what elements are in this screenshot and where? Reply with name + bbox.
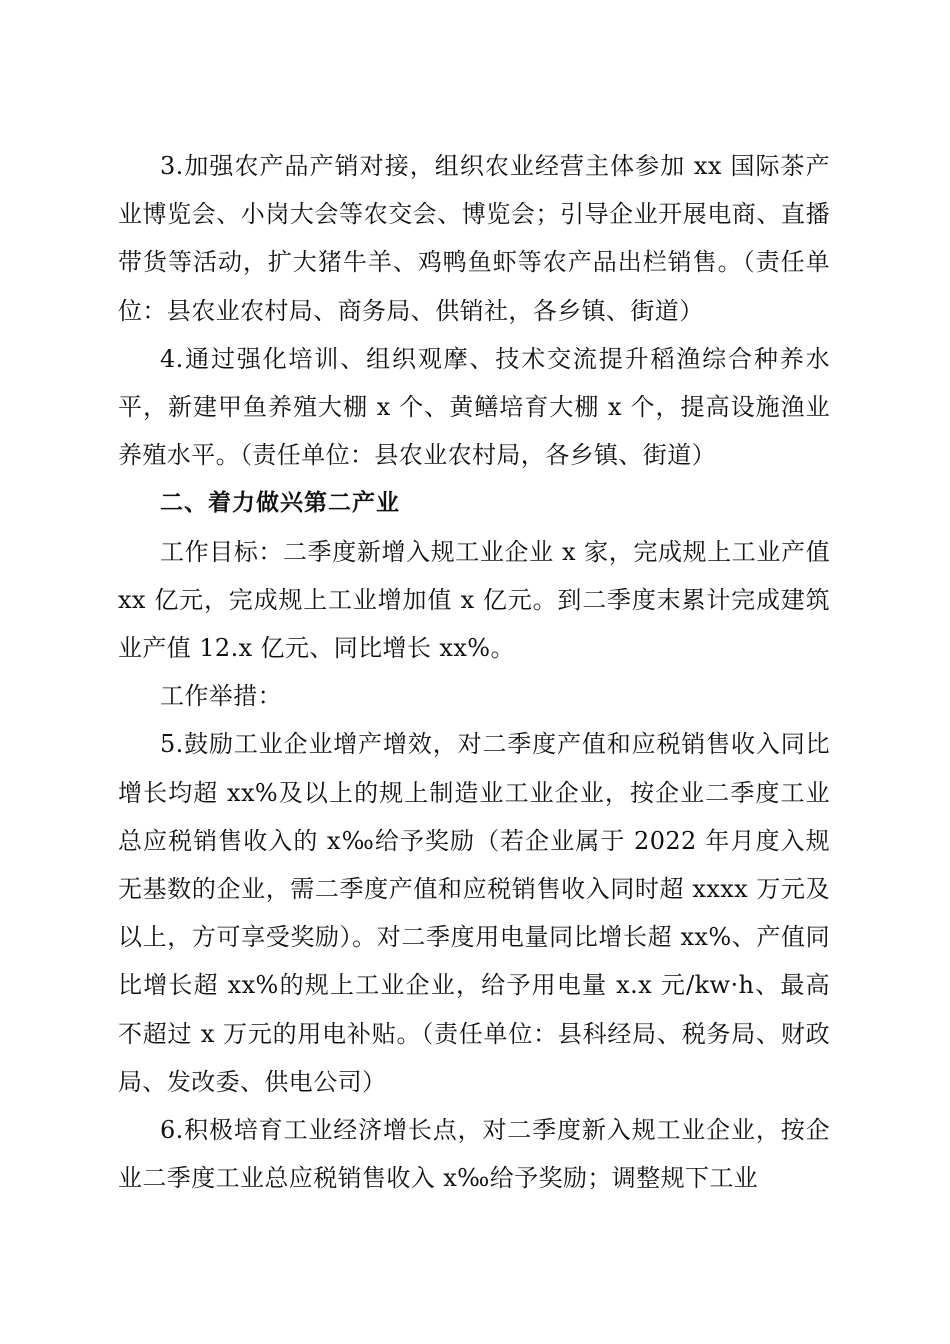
paragraph-measure-4: 4.通过强化培训、组织观摩、技术交流提升稻渔综合种养水平，新建甲鱼养殖大棚 x 个、黄鳝培育大棚 x 个，提高设施渔业养殖水平。（责任单位：县农业农村局，各乡镇、街道） — [118, 344, 830, 470]
paragraph-measure-5: 5.鼓励工业企业增产增效，对二季度产值和应税销售收入同比增长均超 xx%及以上的规上制造业工业企业，按企业二季度工业总应税销售收入的 x‰给予奖励（若企业属于 2022 年月度入规无基数的企业，需二季度产值和应税销售收入同时超 xxxx 万元及以上，方可享受奖励）。对二季度用电量同比增长超 xx%、产值同比增长超 xx%的规上工业企业，给予用电量 x.x 元/kw·h、最高不超过 x 万元的用电补贴。（责任单位：县科经局、税务局、财政局、发改委、供电公司） — [118, 730, 830, 1096]
paragraph-work-goal: 工作目标：二季度新增入规工业企业 x 家，完成规上工业产值 xx 亿元，完成规上工业增加值 x 亿元。到二季度末累计完成建筑业产值 12.x 亿元、同比增长 xx%。 — [118, 537, 830, 663]
paragraph-measure-3: 3.加强农产品产销对接，组织农业经营主体参加 xx 国际茶产业博览会、小岗大会等农交会、博览会；引导企业开展电商、直播带货等活动，扩大猪牛羊、鸡鸭鱼虾等农产品出栏销售。（责任单位：县农业农村局、商务局、供销社，各乡镇、街道） — [118, 152, 830, 325]
document-page — [118, 142, 830, 1202]
paragraph-measure-6: 6.积极培育工业经济增长点，对二季度新入规工业企业，按企业二季度工业总应税销售收入 x‰给予奖励；调整规下工业 — [118, 1116, 830, 1193]
section-heading: 二、着力做兴第二产业 — [160, 490, 400, 517]
paragraph-work-measures-label: 工作举措： — [160, 682, 282, 711]
